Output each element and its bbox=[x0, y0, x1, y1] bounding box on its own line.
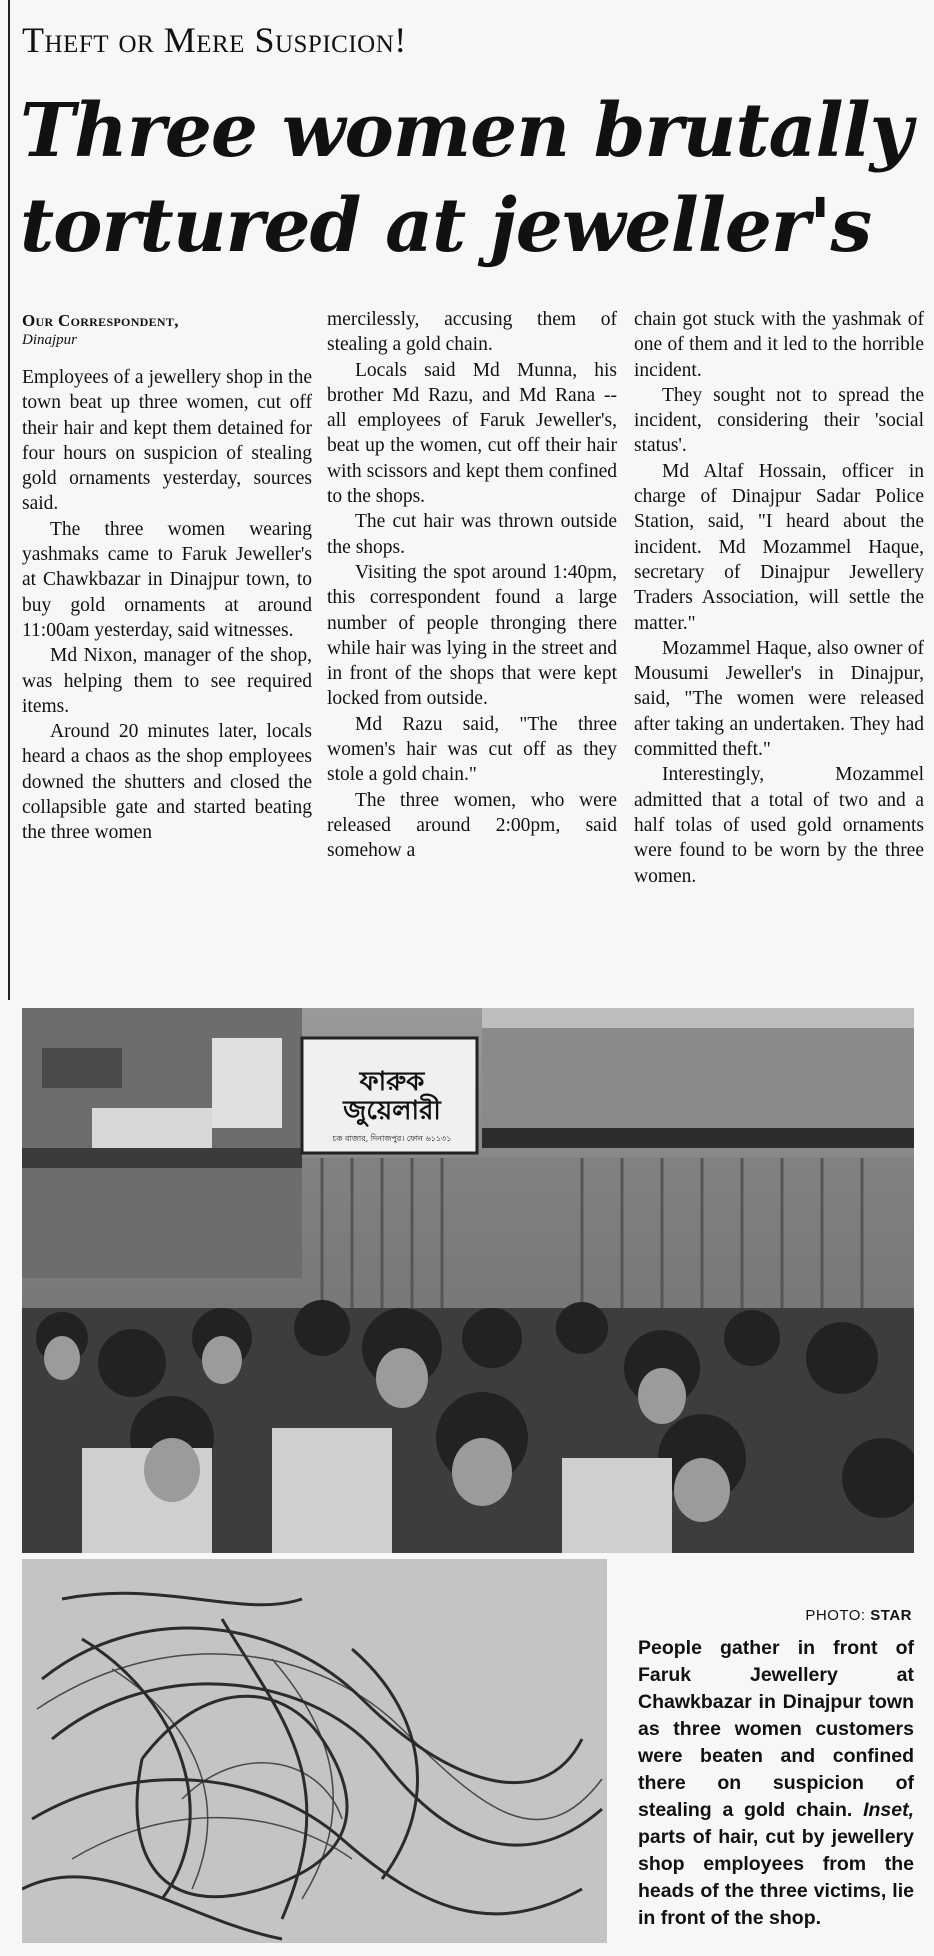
caption-text-1: People gather in front of Faruk Jewellery at Chawkbazar in Dinajpur town as three women customers were beaten and confined there on suspicion of stealing a gold chain. bbox=[638, 1637, 914, 1821]
hair-inset-photo bbox=[22, 1559, 611, 1943]
paragraph: Md Altaf Hossain, officer in charge of Dinajpur Sadar Police Station, said, "I heard about the incident. Md Mozammel Haque, secretary of Dinajpur Jewellery Traders Association, will settle the matter." bbox=[634, 460, 924, 634]
paragraph: The cut hair was thrown outside the shops. bbox=[327, 511, 617, 558]
shop-sign-text: ফারুক জুয়েলারী bbox=[343, 1067, 441, 1126]
paragraph: Employees of a jewellery shop in the town beat up three women, cut off their hair and kept them detained for four hours on suspicion of stealing gold ornaments yesterday, sources said. bbox=[22, 367, 312, 515]
photo-credit-source: STAR bbox=[870, 1607, 912, 1624]
caption-text-2: parts of hair, cut by jewellery shop employees from the heads of the three victims, lie in front of the shop. bbox=[638, 1826, 914, 1929]
byline-location: Dinajpur bbox=[22, 332, 78, 349]
paragraph: They sought not to spread the incident, considering their 'social status'. bbox=[634, 384, 924, 457]
paragraph: The three women wearing yashmaks came to Faruk Jeweller's at Chawkbazar in Dinajpur town, to buy gold ornaments at around 11:00am yesterday, said witnesses. bbox=[22, 518, 312, 641]
paragraph: mercilessly, accusing them of stealing a gold chain. bbox=[327, 309, 617, 356]
paragraph: chain got stuck with the yashmak of one of them and it led to the horrible incident. bbox=[634, 309, 924, 381]
paragraph: The three women, who were released around 2:00pm, said somehow a bbox=[327, 789, 617, 862]
paragraph: Around 20 minutes later, locals heard a chaos as the shop employees downed the shutters and closed the collapsible gate and started beating the three women bbox=[22, 721, 312, 844]
shop-sign-subtext: চক বাজার, দিনাজপুর। ফোন ৬১১৩১ bbox=[332, 1134, 452, 1143]
photo-credit-label: PHOTO: bbox=[805, 1607, 866, 1624]
photo-caption bbox=[638, 1635, 914, 1932]
crowd-photo bbox=[22, 1008, 914, 1553]
article-column-3 bbox=[634, 307, 924, 889]
hair-inset-illustration bbox=[22, 1559, 607, 1943]
caption-area bbox=[612, 1559, 914, 1943]
headline: Three women brutally tortured at jeweller's bbox=[20, 88, 912, 269]
article-column-1 bbox=[22, 365, 312, 846]
byline bbox=[22, 311, 312, 349]
paragraph: Md Razu said, "The three women's hair was cut off as they stole a gold chain." bbox=[327, 713, 617, 786]
photo-credit bbox=[805, 1607, 912, 1624]
photo-block bbox=[22, 1008, 914, 1943]
paragraph: Locals said Md Munna, his brother Md Razu, and Md Rana -- all employees of Faruk Jeweller's, beat up the women, cut off their hair with scissors and kept them confined to the shops. bbox=[327, 359, 617, 508]
paragraph: Mozammel Haque, also owner of Mousumi Jeweller's in Dinajpur, said, "The women were released after taking an undertaken. They had committed theft." bbox=[634, 637, 924, 761]
paragraph: Md Nixon, manager of the shop, was helping them to see required items. bbox=[22, 645, 312, 717]
kicker: Theft or Mere Suspicion! bbox=[22, 20, 407, 60]
column-rule bbox=[8, 0, 10, 1000]
paragraph: Interestingly, Mozammel admitted that a total of two and a half tolas of used gold ornaments were found to be worn by the three women. bbox=[634, 764, 924, 887]
article-column-2 bbox=[327, 307, 617, 864]
paragraph: Visiting the spot around 1:40pm, this correspondent found a large number of people thronging there while hair was lying in the street and in front of the shops that were kept locked from outside. bbox=[327, 561, 617, 710]
byline-name: Our Correspondent, bbox=[22, 311, 179, 330]
caption-inset-word: Inset, bbox=[863, 1799, 914, 1821]
